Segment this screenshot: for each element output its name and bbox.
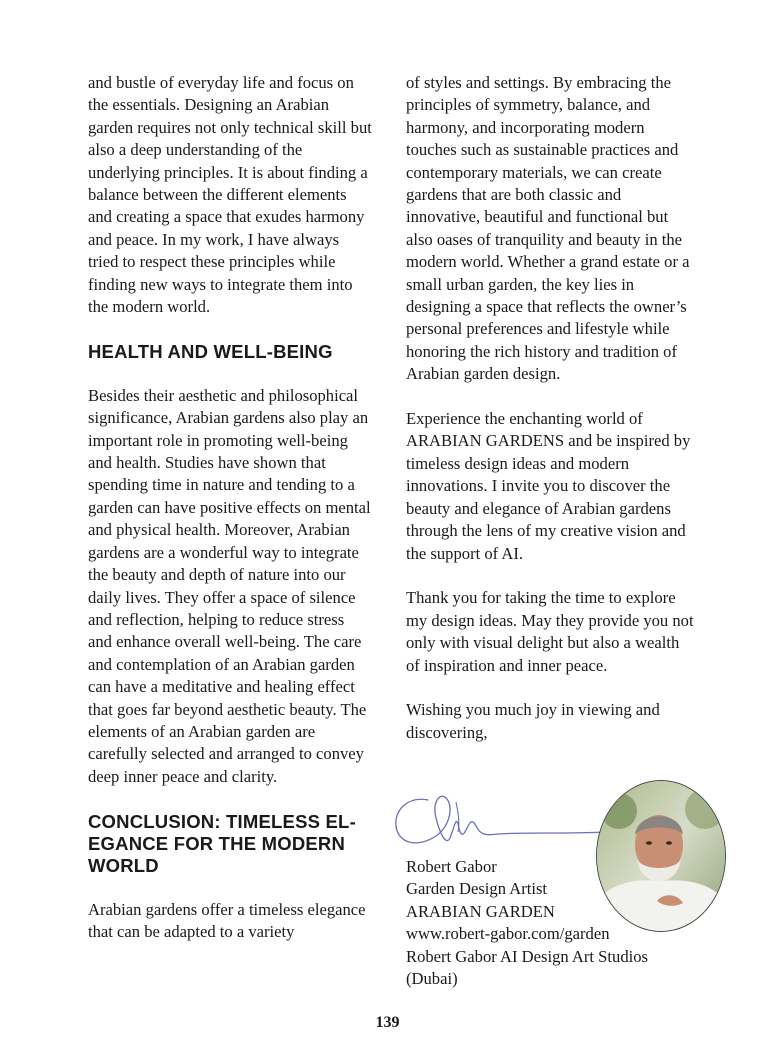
conclusion-paragraph: Arabian gardens offer a timeless elegance that can be adapted to a variety [88, 899, 366, 941]
closing-paragraph: Wishing you much joy in viewing and discovering, [406, 700, 660, 742]
styles-paragraph: of styles and settings. By embracing the principles of symmetry, balance, and harmony, and incorporating modern touches such as sustainable practices and contemporary materials, we can create gardens that are both classic and innovative, beautiful and functional but also oases of tranquility and beauty in the modern world. Whether a grand estate or a small urban garden, the key lies in designing a space that reflects the owner’s personal preferences and lifestyle while honoring the rich history and tradition of Arabian garden design. [406, 73, 690, 384]
health-paragraph: Besides their aesthetic and philosophical significance, Arabian gardens also play an important role in promoting well-being and health. Studies have shown that spending time in nature and tending to a garden can have positive effects on mental and physical health. Moreover, Arabian gardens are a wonderful way to integrate the beauty and depth of nature into our daily lives. They offer a space of silence and reflection, helping to reduce stress and enhance overall well-being. The care and contemplation of an Arabian garden can have a meditative and healing effect that goes far beyond aesthetic beauty. The elements of an Arabian garden are carefully selected and arranged to convey deep inner peace and clarity. [88, 385, 371, 786]
brand-name: ARABIAN GARDEN [406, 901, 555, 921]
author-name: Robert Gabor [406, 857, 497, 876]
left-column [88, 72, 372, 943]
invitation-paragraph: Experience the enchanting world of ARABIAN GARDENS and be inspired by timeless design ideas and modern innovations. I invite you to discover the beauty and elegance of Arabian gardens through the lens of my creative vision and the support of AI. [406, 409, 691, 563]
author-role: Garden Design Artist [406, 879, 548, 899]
page-number: 139 [375, 1014, 400, 1031]
studio-name: Robert Gabor AI Design Art Studios [406, 946, 648, 966]
studio-location: (Dubai) [406, 969, 458, 989]
signature-block [406, 856, 648, 990]
thanks-paragraph: Thank you for taking the time to explore my design ideas. May they provide you not only with visual delight but also a wealth of inspiration and inner peace. [406, 588, 694, 675]
heading-health: HEALTH AND WELL-BEING [88, 340, 333, 362]
website-link[interactable]: www.robert-gabor.com/garden [406, 924, 610, 944]
right-column [406, 72, 696, 744]
heading-conclusion: CONCLUSION: TIMELESS ELEGANCE FOR THE MODERN WORLD [88, 810, 356, 876]
intro-paragraph: and bustle of everyday life and focus on the essentials. Designing an Arabian garden requires not only technical skill but also a deep understanding of the underlying principles. It is about finding a balance between the different elements and creating a space that exudes harmony and peace. In my work, I have always tried to respect these principles while finding new ways to integrate them into the modern world. [88, 73, 372, 317]
